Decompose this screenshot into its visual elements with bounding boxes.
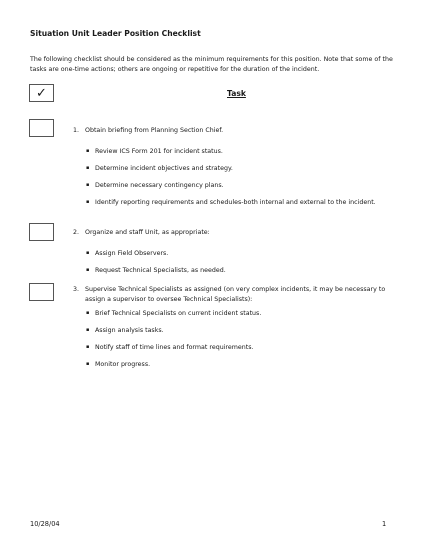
task-2-text: Organize and staff Unit, as appropriate: bbox=[85, 229, 210, 236]
task-3-checkbox[interactable] bbox=[29, 283, 54, 301]
checkmark-icon: ✓ bbox=[36, 85, 47, 101]
task-1-checkbox[interactable] bbox=[29, 119, 54, 137]
task-1 bbox=[73, 126, 393, 136]
page-title: Situation Unit Leader Position Checklist bbox=[30, 29, 201, 38]
task-1-number: 1. bbox=[73, 127, 80, 134]
bullet-icon: ▪ bbox=[86, 310, 90, 316]
task-2-subitem-1: ▪ Assign Field Observers. bbox=[86, 250, 169, 257]
task-3-text: Supervise Technical Specialists as assigned (on very complex incidents, it may be necessary to assign a supervisor to oversee Technical Specialists): bbox=[85, 286, 386, 303]
task-2-subitem-2: ▪ Request Technical Specialists, as needed. bbox=[86, 267, 226, 274]
task-column-header: Task bbox=[227, 89, 246, 98]
task-1-subitem-1: ▪ Review ICS Form 201 for incident status. bbox=[86, 148, 223, 155]
task-3-number: 3. bbox=[73, 286, 80, 293]
bullet-icon: ▪ bbox=[86, 182, 90, 188]
bullet-icon: ▪ bbox=[86, 267, 90, 273]
task-1-subitem-2: ▪ Determine incident objectives and strategy. bbox=[86, 165, 233, 172]
task-3 bbox=[73, 285, 393, 304]
task-3-subitem-4: ▪ Monitor progress. bbox=[86, 361, 151, 368]
task-3-subitem-3: ▪ Notify staff of time lines and format requirements. bbox=[86, 344, 254, 351]
task-1-subitem-3: ▪ Determine necessary contingency plans. bbox=[86, 182, 224, 189]
bullet-icon: ▪ bbox=[86, 327, 90, 333]
bullet-icon: ▪ bbox=[86, 344, 90, 350]
task-3-subitem-1: ▪ Brief Technical Specialists on current incident status. bbox=[86, 310, 262, 317]
bullet-icon: ▪ bbox=[86, 165, 90, 171]
bullet-icon: ▪ bbox=[86, 199, 90, 205]
bullet-icon: ▪ bbox=[86, 148, 90, 154]
footer-date: 10/28/04 bbox=[30, 520, 60, 528]
bullet-icon: ▪ bbox=[86, 361, 90, 367]
task-1-text: Obtain briefing from Planning Section Chief. bbox=[85, 127, 224, 134]
check-column-header bbox=[29, 84, 54, 102]
bullet-icon: ▪ bbox=[86, 250, 90, 256]
task-3-subitem-2: ▪ Assign analysis tasks. bbox=[86, 327, 164, 334]
intro-paragraph: The following checklist should be considered as the minimum requirements for this position. Note that some of the tasks are one-time actions; others are ongoing or repetitive for the duration of the incident. bbox=[30, 56, 393, 73]
task-1-subitem-4: ▪ Identify reporting requirements and schedules-both internal and external to the incident. bbox=[86, 199, 376, 206]
page-number: 1 bbox=[382, 520, 387, 528]
task-2-checkbox[interactable] bbox=[29, 223, 54, 241]
task-2-number: 2. bbox=[73, 229, 80, 236]
task-2 bbox=[73, 228, 393, 238]
